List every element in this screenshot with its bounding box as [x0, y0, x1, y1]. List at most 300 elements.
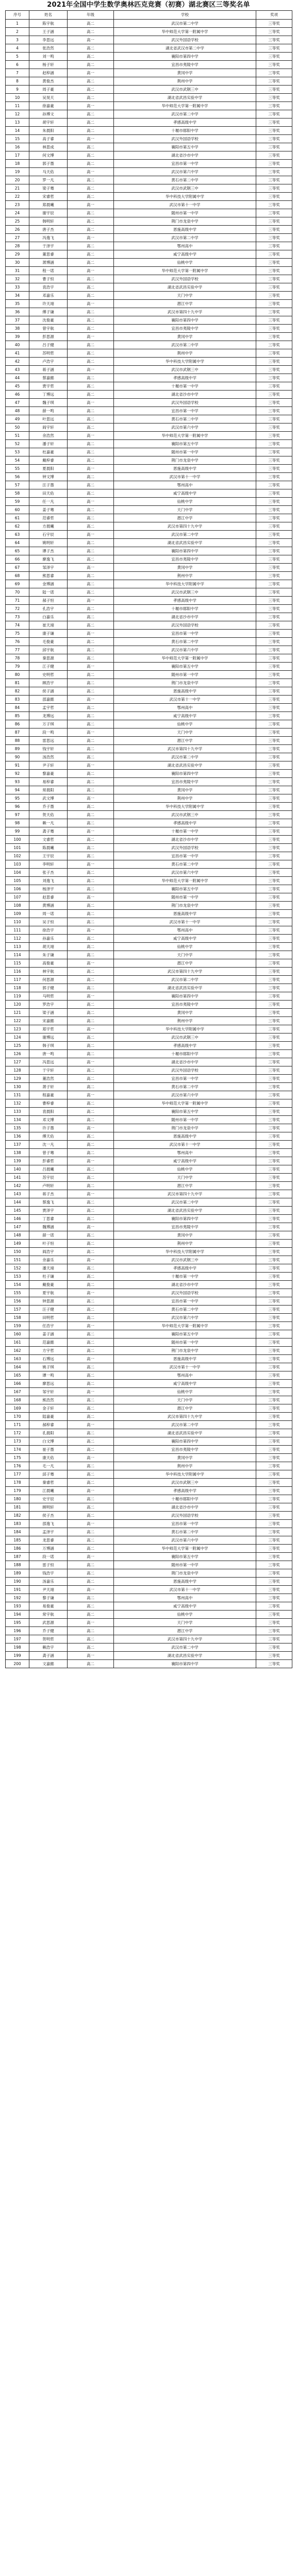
cell-grade: 高一 — [68, 926, 114, 935]
cell-school: 宜昌市第一中学 — [114, 852, 256, 860]
cell-school: 湖北省武昌实验中学 — [114, 94, 256, 102]
cell-award: 三等奖 — [256, 663, 292, 671]
cell-award: 三等奖 — [256, 696, 292, 704]
cell-number: 44 — [6, 374, 29, 382]
table-row — [6, 1190, 292, 1198]
cell-number: 54 — [6, 456, 29, 465]
cell-grade: 高二 — [68, 242, 114, 250]
cell-grade: 高一 — [68, 1388, 114, 1396]
cell-number: 25 — [6, 217, 29, 226]
cell-grade: 高一 — [68, 333, 114, 341]
cell-school: 襄阳市第四中学 — [114, 53, 256, 61]
cell-name: 李明轩 — [29, 860, 68, 869]
cell-grade: 高二 — [68, 407, 114, 415]
table-row — [6, 69, 292, 77]
cell-number: 118 — [6, 984, 29, 992]
cell-grade: 高二 — [68, 1594, 114, 1602]
table-row — [6, 349, 292, 358]
cell-award: 三等奖 — [256, 127, 292, 135]
cell-grade: 高二 — [68, 1569, 114, 1578]
cell-award: 三等奖 — [256, 1652, 292, 1660]
cell-number: 109 — [6, 910, 29, 918]
cell-number: 83 — [6, 696, 29, 704]
cell-grade: 高二 — [68, 1429, 114, 1437]
table-row — [6, 1528, 292, 1536]
cell-school: 武汉市第六中学 — [114, 168, 256, 176]
cell-name: 段一鸣 — [29, 728, 68, 737]
cell-grade: 高二 — [68, 1495, 114, 1503]
cell-name: 潘子轩 — [29, 440, 68, 448]
cell-name: 薛一诺 — [29, 1231, 68, 1240]
cell-award: 三等奖 — [256, 1157, 292, 1165]
cell-school: 武汉市第十一中学 — [114, 696, 256, 704]
table-row — [6, 1635, 292, 1643]
cell-award: 三等奖 — [256, 366, 292, 374]
cell-name: 雷子恒 — [29, 1561, 68, 1569]
cell-number: 19 — [6, 168, 29, 176]
cell-award: 三等奖 — [256, 885, 292, 893]
cell-name: 吕晨曦 — [29, 1165, 68, 1174]
cell-name: 贺天佑 — [29, 811, 68, 819]
cell-award: 三等奖 — [256, 1124, 292, 1132]
table-row — [6, 498, 292, 506]
cell-grade: 高二 — [68, 539, 114, 547]
cell-award: 三等奖 — [256, 1099, 292, 1108]
cell-number: 86 — [6, 720, 29, 728]
cell-number: 1 — [6, 20, 29, 28]
cell-name: 赵梓涵 — [29, 69, 68, 77]
cell-number: 45 — [6, 382, 29, 391]
table-row — [6, 143, 292, 151]
cell-grade: 高二 — [68, 292, 114, 300]
cell-school: 华中科技大学附属中学 — [114, 1025, 256, 1033]
cell-number: 123 — [6, 1025, 29, 1033]
cell-school: 十堰市郧阳中学 — [114, 605, 256, 613]
table-row — [6, 259, 292, 267]
cell-school: 武汉市第二中学 — [114, 341, 256, 349]
table-row — [6, 704, 292, 712]
cell-name: 萧博涵 — [29, 259, 68, 267]
cell-school: 荆门市龙泉中学 — [114, 1569, 256, 1578]
cell-award: 三等奖 — [256, 1512, 292, 1520]
cell-number: 22 — [6, 193, 29, 201]
cell-award: 三等奖 — [256, 1347, 292, 1355]
cell-name: 赖一凡 — [29, 819, 68, 827]
cell-number: 160 — [6, 1330, 29, 1338]
cell-grade: 高二 — [68, 1165, 114, 1174]
cell-school: 武汉外国语学校 — [114, 844, 256, 852]
cell-grade: 高二 — [68, 226, 114, 234]
cell-grade: 高一 — [68, 893, 114, 902]
table-row — [6, 803, 292, 811]
cell-award: 三等奖 — [256, 151, 292, 160]
cell-number: 190 — [6, 1578, 29, 1586]
cell-name: 贾宇哲 — [29, 382, 68, 391]
cell-school: 武汉市第二中学 — [114, 234, 256, 242]
cell-award: 三等奖 — [256, 1001, 292, 1009]
table-row — [6, 852, 292, 860]
table-row — [6, 1586, 292, 1594]
cell-grade: 高二 — [68, 391, 114, 399]
cell-name: 唐一鸣 — [29, 1050, 68, 1058]
cell-award: 三等奖 — [256, 1058, 292, 1066]
table-row — [6, 737, 292, 745]
cell-number: 192 — [6, 1594, 29, 1602]
cell-school: 华中师范大学第一附属中学 — [114, 102, 256, 110]
table-row — [6, 1306, 292, 1314]
table-row — [6, 160, 292, 168]
cell-number: 28 — [6, 242, 29, 250]
cell-number: 68 — [6, 572, 29, 580]
cell-name: 黎嘉豪 — [29, 770, 68, 778]
table-row — [6, 761, 292, 770]
cell-award: 三等奖 — [256, 621, 292, 630]
cell-grade: 高二 — [68, 160, 114, 168]
table-row — [6, 1215, 292, 1223]
cell-award: 三等奖 — [256, 1174, 292, 1182]
cell-name: 戴俊豪 — [29, 1281, 68, 1289]
cell-award: 三等奖 — [256, 1528, 292, 1536]
cell-award: 三等奖 — [256, 770, 292, 778]
cell-name: 阎宇轩 — [29, 423, 68, 432]
cell-name: 董浩然 — [29, 1075, 68, 1083]
table-row — [6, 1611, 292, 1619]
cell-grade: 高二 — [68, 786, 114, 794]
cell-name: 罗一凡 — [29, 176, 68, 184]
cell-school: 武汉外国语学校 — [114, 399, 256, 407]
cell-name: 姜子涵 — [29, 1330, 68, 1338]
table-row — [6, 572, 292, 580]
cell-number: 85 — [6, 712, 29, 720]
cell-number: 125 — [6, 1042, 29, 1050]
cell-number: 176 — [6, 1462, 29, 1470]
cell-number: 40 — [6, 341, 29, 349]
cell-school: 宜昌市夷陵中学 — [114, 778, 256, 786]
cell-school: 华中科技大学附属中学 — [114, 1470, 256, 1479]
cell-number: 106 — [6, 885, 29, 893]
cell-school: 咸宁高级中学 — [114, 712, 256, 720]
cell-name: 顾浩宇 — [29, 679, 68, 687]
cell-number: 87 — [6, 728, 29, 737]
header-award: 奖项 — [256, 11, 292, 20]
cell-school: 黄冈中学 — [114, 69, 256, 77]
cell-grade: 高二 — [68, 308, 114, 316]
cell-name: 姚子琪 — [29, 1363, 68, 1371]
cell-school: 宜昌市第一中学 — [114, 1297, 256, 1306]
cell-grade: 高二 — [68, 687, 114, 696]
cell-school: 武汉市第十一中学 — [114, 1363, 256, 1371]
cell-school: 孝感高级中学 — [114, 597, 256, 605]
cell-award: 三等奖 — [256, 1033, 292, 1042]
cell-number: 75 — [6, 630, 29, 638]
cell-grade: 高二 — [68, 448, 114, 456]
cell-award: 三等奖 — [256, 1248, 292, 1256]
cell-award: 三等奖 — [256, 902, 292, 910]
cell-number: 77 — [6, 646, 29, 654]
cell-number: 90 — [6, 753, 29, 761]
cell-award: 三等奖 — [256, 1454, 292, 1462]
cell-name: 林宇航 — [29, 968, 68, 976]
table-row — [6, 1553, 292, 1561]
cell-grade: 高一 — [68, 564, 114, 572]
cell-school: 宜昌市夷陵中学 — [114, 1001, 256, 1009]
cell-name: 胡天翊 — [29, 943, 68, 951]
cell-grade: 高一 — [68, 597, 114, 605]
cell-name: 魏子琪 — [29, 399, 68, 407]
cell-name: 赖浩宇 — [29, 1643, 68, 1652]
cell-school: 武汉市第二中学 — [114, 1643, 256, 1652]
table-row — [6, 654, 292, 663]
cell-number: 63 — [6, 531, 29, 539]
cell-grade: 高二 — [68, 275, 114, 283]
cell-school: 黄石市第二中学 — [114, 1306, 256, 1314]
cell-name: 孟泽宇 — [29, 1528, 68, 1536]
table-row — [6, 1066, 292, 1075]
cell-award: 三等奖 — [256, 1380, 292, 1388]
table-row — [6, 1042, 292, 1050]
cell-grade: 高二 — [68, 1306, 114, 1314]
cell-number: 130 — [6, 1083, 29, 1091]
cell-school: 咸宁高级中学 — [114, 1602, 256, 1611]
cell-name: 方宇哲 — [29, 1347, 68, 1355]
cell-name: 乔子墨 — [29, 803, 68, 811]
cell-award: 三等奖 — [256, 300, 292, 308]
cell-school: 荆州中学 — [114, 1240, 256, 1248]
cell-name: 张子杰 — [29, 869, 68, 877]
cell-number: 198 — [6, 1643, 29, 1652]
cell-grade: 高一 — [68, 1421, 114, 1429]
table-row — [6, 1355, 292, 1363]
cell-grade: 高二 — [68, 712, 114, 720]
cell-name: 冯逸飞 — [29, 234, 68, 242]
table-row — [6, 1157, 292, 1165]
cell-number: 24 — [6, 209, 29, 217]
cell-award: 三等奖 — [256, 959, 292, 968]
cell-grade: 高一 — [68, 827, 114, 836]
cell-number: 46 — [6, 391, 29, 399]
cell-grade: 高二 — [68, 94, 114, 102]
table-row — [6, 984, 292, 992]
cell-name: 常晨阳 — [29, 786, 68, 794]
cell-award: 三等奖 — [256, 1437, 292, 1446]
table-row — [6, 1404, 292, 1413]
cell-grade: 高一 — [68, 300, 114, 308]
cell-number: 171 — [6, 1421, 29, 1429]
cell-award: 三等奖 — [256, 1520, 292, 1528]
cell-number: 150 — [6, 1248, 29, 1256]
cell-grade: 高一 — [68, 1355, 114, 1363]
cell-name: 杨泽宇 — [29, 885, 68, 893]
cell-name: 丁博远 — [29, 391, 68, 399]
cell-number: 15 — [6, 135, 29, 143]
cell-award: 三等奖 — [256, 1495, 292, 1503]
cell-award: 三等奖 — [256, 572, 292, 580]
cell-grade: 高二 — [68, 613, 114, 621]
cell-name: 谢宇辰 — [29, 209, 68, 217]
cell-name: 郑宇哲 — [29, 1025, 68, 1033]
table-row — [6, 1561, 292, 1569]
cell-name: 傅天佑 — [29, 1132, 68, 1141]
table-row — [6, 217, 292, 226]
cell-number: 18 — [6, 160, 29, 168]
cell-grade: 高二 — [68, 1198, 114, 1207]
cell-number: 156 — [6, 1297, 29, 1306]
cell-name: 董思睿 — [29, 250, 68, 259]
cell-school: 荆州中学 — [114, 1017, 256, 1025]
cell-name: 邵逸飞 — [29, 1520, 68, 1528]
cell-school: 黄冈中学 — [114, 1009, 256, 1017]
cell-grade: 高二 — [68, 456, 114, 465]
cell-award: 三等奖 — [256, 1503, 292, 1512]
cell-school: 湖北省武昌实验中学 — [114, 539, 256, 547]
cell-school: 湖北省武昌实验中学 — [114, 1652, 256, 1660]
cell-name: 沈俊豪 — [29, 316, 68, 325]
cell-award: 三等奖 — [256, 547, 292, 555]
cell-number: 172 — [6, 1429, 29, 1437]
cell-number: 142 — [6, 1182, 29, 1190]
cell-school: 华中师范大学第一附属中学 — [114, 1545, 256, 1553]
cell-grade: 高二 — [68, 341, 114, 349]
table-row — [6, 374, 292, 382]
cell-school: 湖北省武昌实验中学 — [114, 984, 256, 992]
cell-award: 三等奖 — [256, 135, 292, 143]
cell-school: 湖北省武昌实验中学 — [114, 1207, 256, 1215]
cell-name: 郝子恒 — [29, 597, 68, 605]
cell-name: 武思源 — [29, 1619, 68, 1627]
cell-number: 136 — [6, 1132, 29, 1141]
header-name: 姓名 — [29, 11, 68, 20]
table-row — [6, 399, 292, 407]
cell-grade: 高二 — [68, 1132, 114, 1141]
table-row — [6, 1660, 292, 1668]
cell-name: 贾泽宇 — [29, 1207, 68, 1215]
cell-name: 袁浩宇 — [29, 283, 68, 292]
cell-school: 黄冈中学 — [114, 786, 256, 794]
table-row — [6, 687, 292, 696]
cell-name: 程一诺 — [29, 267, 68, 275]
cell-school: 襄阳市第四中学 — [114, 1437, 256, 1446]
table-row — [6, 226, 292, 234]
table-row — [6, 1470, 292, 1479]
cell-grade: 高二 — [68, 1264, 114, 1273]
cell-award: 三等奖 — [256, 168, 292, 176]
cell-award: 三等奖 — [256, 440, 292, 448]
cell-number: 178 — [6, 1479, 29, 1487]
cell-name: 康天佑 — [29, 1454, 68, 1462]
cell-school: 孝感高级中学 — [114, 1042, 256, 1050]
cell-name: 叶思远 — [29, 415, 68, 423]
table-row — [6, 621, 292, 630]
cell-grade: 高二 — [68, 1281, 114, 1289]
cell-school: 随州市第一中学 — [114, 1338, 256, 1347]
cell-number: 113 — [6, 943, 29, 951]
table-row — [6, 753, 292, 761]
cell-school: 华中科技大学附属中学 — [114, 580, 256, 588]
table-row — [6, 1487, 292, 1495]
cell-school: 黄石市第二中学 — [114, 1528, 256, 1536]
cell-school: 黄冈中学 — [114, 1231, 256, 1240]
cell-name: 曹子恒 — [29, 275, 68, 283]
cell-number: 71 — [6, 597, 29, 605]
cell-school: 武汉市第二中学 — [114, 753, 256, 761]
cell-school: 武汉市第六中学 — [114, 1091, 256, 1099]
cell-grade: 高一 — [68, 794, 114, 803]
table-row — [6, 1207, 292, 1215]
cell-grade: 高一 — [68, 1652, 114, 1660]
cell-number: 62 — [6, 522, 29, 531]
cell-name: 余浩然 — [29, 432, 68, 440]
cell-school: 武汉市武钢三中 — [114, 1479, 256, 1487]
cell-award: 三等奖 — [256, 984, 292, 992]
cell-number: 76 — [6, 638, 29, 646]
table-row — [6, 514, 292, 522]
cell-number: 79 — [6, 663, 29, 671]
table-row — [6, 415, 292, 423]
cell-number: 117 — [6, 976, 29, 984]
cell-number: 34 — [6, 292, 29, 300]
cell-grade: 高一 — [68, 1157, 114, 1165]
cell-award: 三等奖 — [256, 687, 292, 696]
cell-number: 88 — [6, 737, 29, 745]
cell-school: 宜昌市夷陵中学 — [114, 61, 256, 69]
cell-school: 恩施高级中学 — [114, 226, 256, 234]
cell-number: 135 — [6, 1124, 29, 1132]
cell-award: 三等奖 — [256, 36, 292, 44]
cell-grade: 高二 — [68, 1627, 114, 1635]
cell-number: 89 — [6, 745, 29, 753]
cell-name: 萧子轩 — [29, 1083, 68, 1091]
cell-award: 三等奖 — [256, 275, 292, 283]
table-row — [6, 481, 292, 489]
table-row — [6, 976, 292, 984]
cell-school: 荆门市龙泉中学 — [114, 902, 256, 910]
cell-award: 三等奖 — [256, 580, 292, 588]
cell-grade: 高二 — [68, 547, 114, 555]
cell-name: 石宇辰 — [29, 531, 68, 539]
cell-grade: 高二 — [68, 572, 114, 580]
cell-grade: 高一 — [68, 663, 114, 671]
cell-number: 119 — [6, 992, 29, 1001]
table-row — [6, 597, 292, 605]
cell-number: 162 — [6, 1347, 29, 1355]
cell-grade: 高二 — [68, 44, 114, 53]
cell-school: 宜昌市夷陵中学 — [114, 325, 256, 333]
cell-school: 襄阳市第四中学 — [114, 770, 256, 778]
cell-name: 郭子墨 — [29, 160, 68, 168]
cell-number: 98 — [6, 819, 29, 827]
cell-grade: 高一 — [68, 630, 114, 638]
cell-grade: 高一 — [68, 102, 114, 110]
table-row — [6, 893, 292, 902]
table-row — [6, 168, 292, 176]
document-title: 2021年全国中学生数学奥林匹克竞赛（初赛）湖北赛区三等奖名单 — [47, 1, 250, 9]
cell-award: 三等奖 — [256, 1602, 292, 1611]
cell-number: 179 — [6, 1487, 29, 1495]
cell-school: 荆州中学 — [114, 349, 256, 358]
cell-award: 三等奖 — [256, 1462, 292, 1470]
cell-grade: 高二 — [68, 1314, 114, 1322]
cell-number: 78 — [6, 654, 29, 663]
cell-number: 163 — [6, 1355, 29, 1363]
cell-number: 37 — [6, 316, 29, 325]
cell-award: 三等奖 — [256, 118, 292, 127]
table-row — [6, 316, 292, 325]
table-row — [6, 300, 292, 308]
cell-name: 夏晨阳 — [29, 465, 68, 473]
cell-name: 江晨曦 — [29, 1487, 68, 1495]
cell-school: 荆州中学 — [114, 572, 256, 580]
table-row — [6, 1264, 292, 1273]
